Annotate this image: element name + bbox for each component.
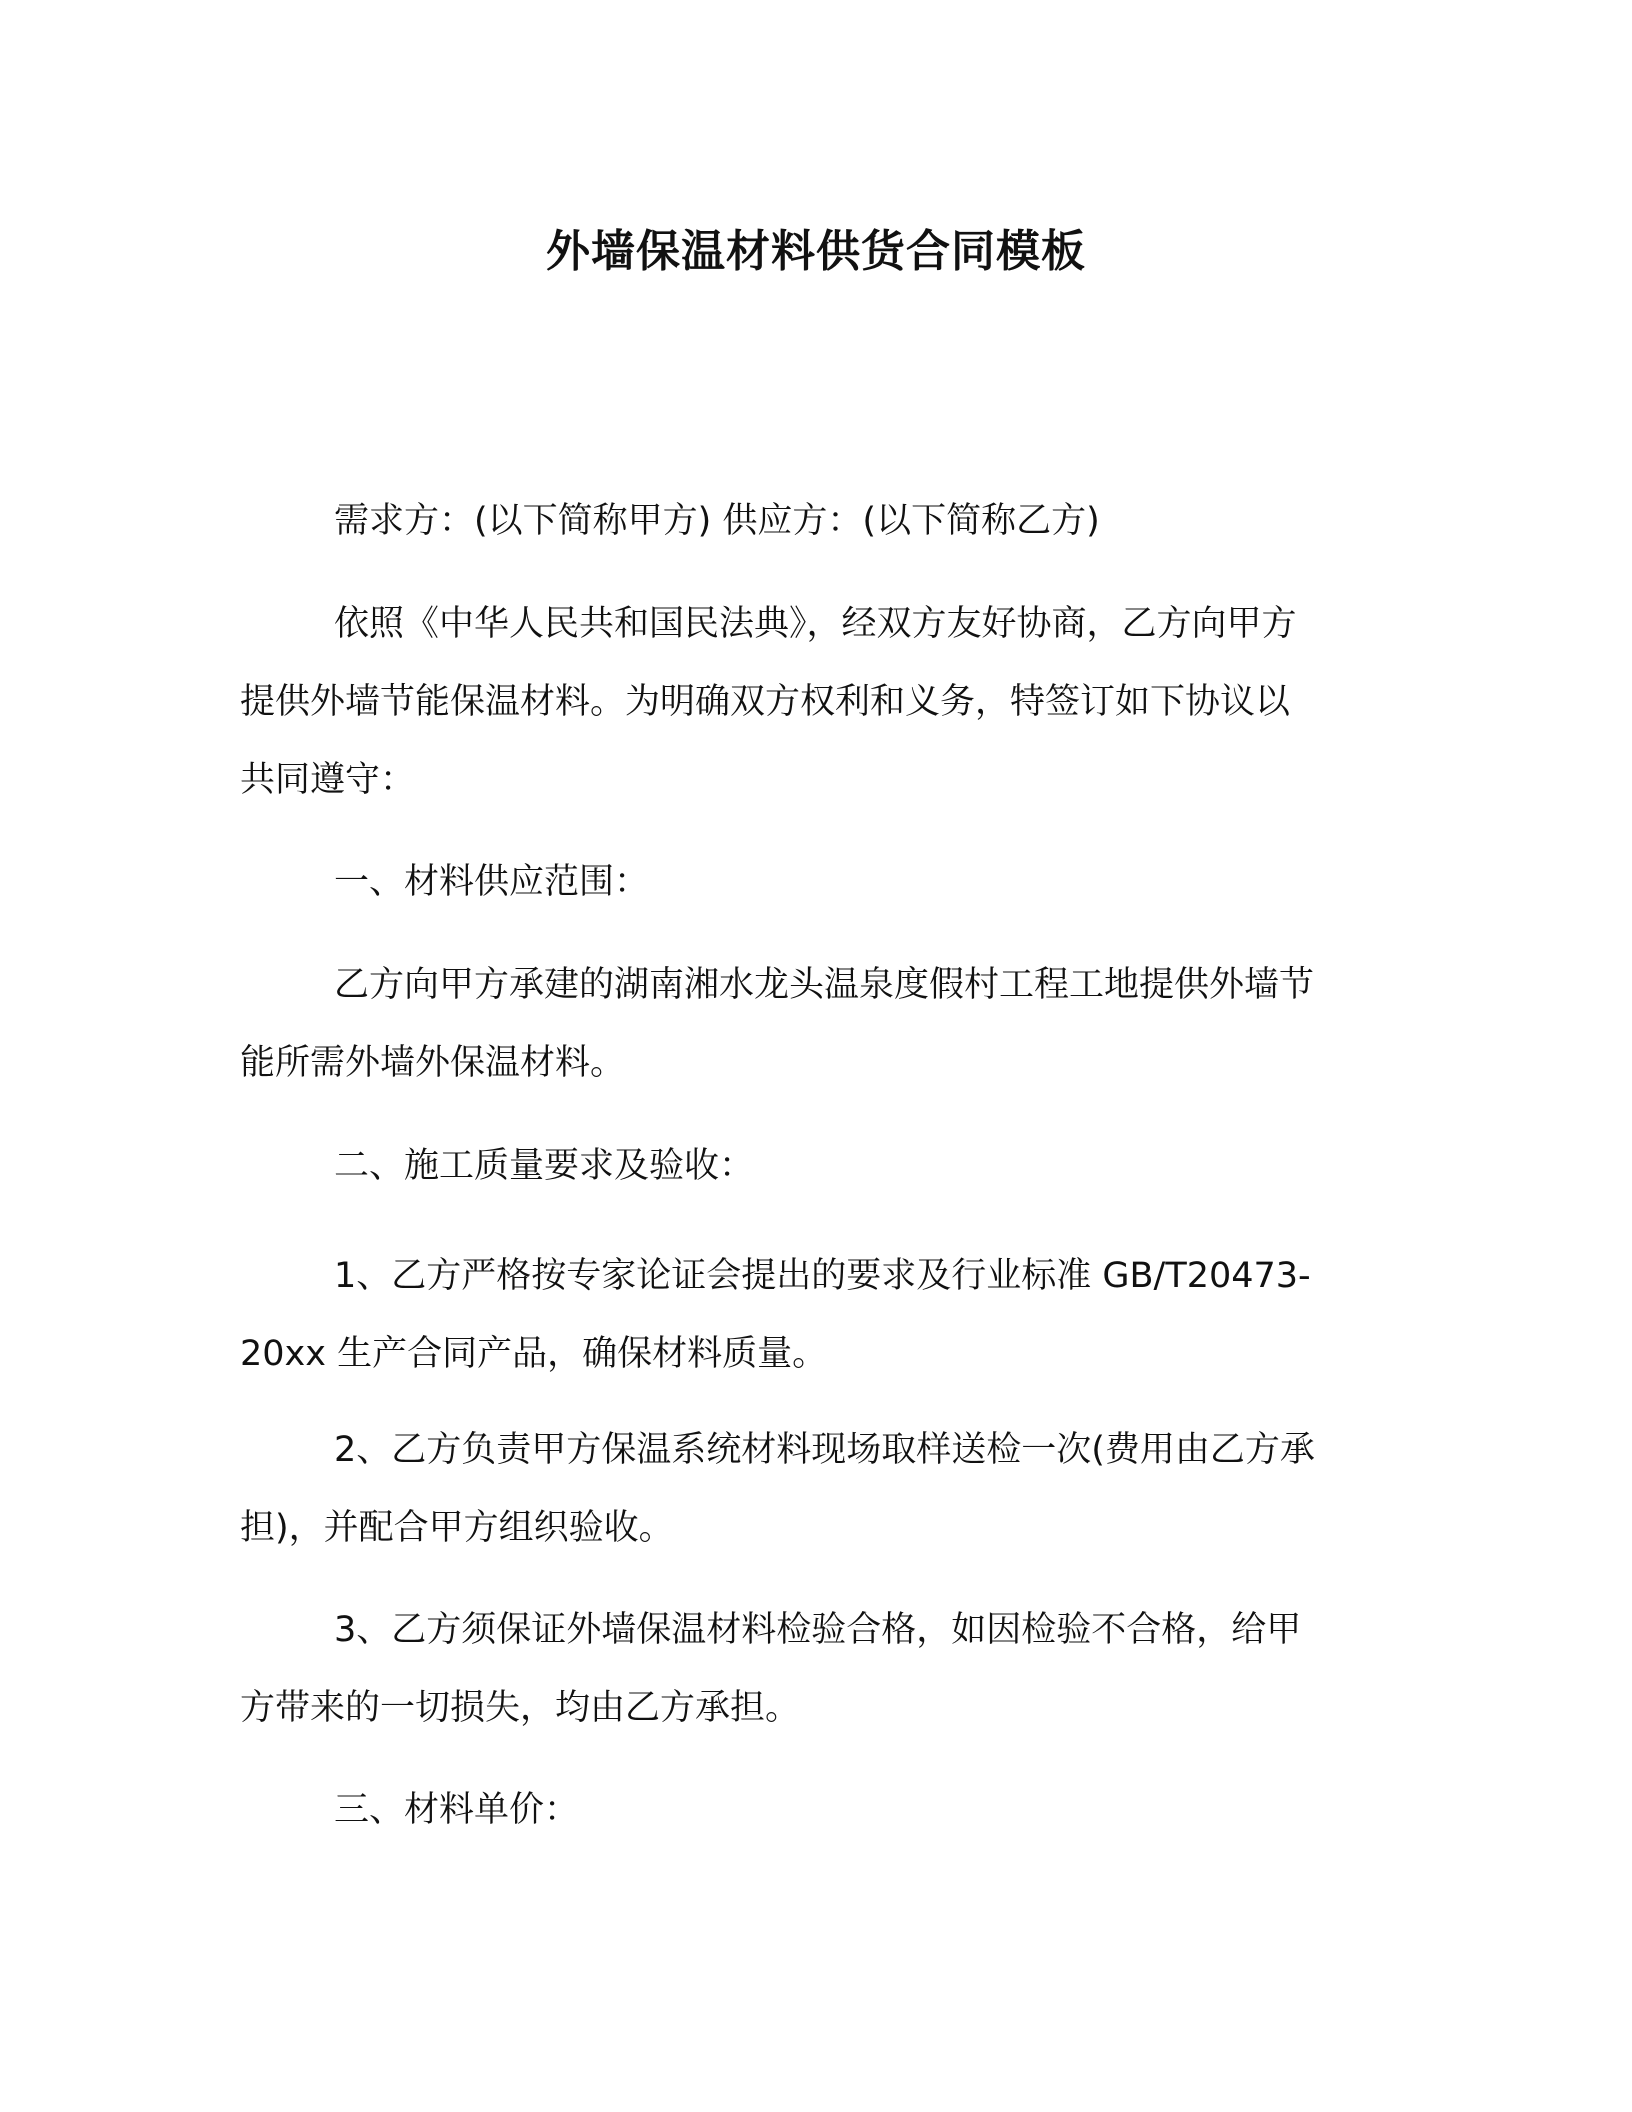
paragraph-line: 提供外墙节能保温材料。为明确双方权利和义务，特签订如下协议以 (240, 682, 1291, 722)
section-heading-1 (240, 843, 1380, 921)
paragraph-line: 共同遵守： (240, 760, 416, 800)
paragraph-line: 方带来的一切损失，均由乙方承担。 (240, 1688, 801, 1728)
paragraph-line: 1、乙方严格按专家论证会提出的要求及行业标准 GB/T20473- (334, 1256, 1311, 1296)
paragraph-line: 需求方：(以下简称甲方) 供应方：(以下简称乙方) (334, 501, 1100, 541)
section-heading-2 (240, 1127, 1380, 1205)
paragraph-line: 二、施工质量要求及验收： (334, 1146, 755, 1186)
paragraph-line: 3、乙方须保证外墙保温材料检验合格，如因检验不合格，给甲 (334, 1610, 1302, 1650)
paragraph-item-3 (240, 1591, 1380, 1747)
paragraph-item-1 (240, 1237, 1380, 1393)
paragraph-line: 依照《中华人民共和国民法典》，经双方友好协商，乙方向甲方 (334, 604, 1297, 644)
paragraph-line: 乙方向甲方承建的湖南湘水龙头温泉度假村工程工地提供外墙节 (334, 965, 1315, 1005)
paragraph-parties (240, 482, 1380, 560)
section-heading-3 (240, 1771, 1380, 1849)
paragraph-item-2 (240, 1411, 1380, 1567)
document-title: 外墙保温材料供货合同模板 (546, 226, 1086, 277)
paragraph-line: 2、乙方负责甲方保温系统材料现场取样送检一次(费用由乙方承 (334, 1430, 1315, 1470)
paragraph-line: 一、材料供应范围： (334, 862, 650, 902)
paragraph-line: 担)，并配合甲方组织验收。 (240, 1508, 674, 1548)
paragraph-scope (240, 946, 1380, 1102)
paragraph-line: 20xx 生产合同产品，确保材料质量。 (240, 1334, 828, 1374)
paragraph-line: 三、材料单价： (334, 1790, 580, 1830)
paragraph-preamble (240, 585, 1380, 819)
paragraph-line: 能所需外墙外保温材料。 (240, 1043, 626, 1083)
